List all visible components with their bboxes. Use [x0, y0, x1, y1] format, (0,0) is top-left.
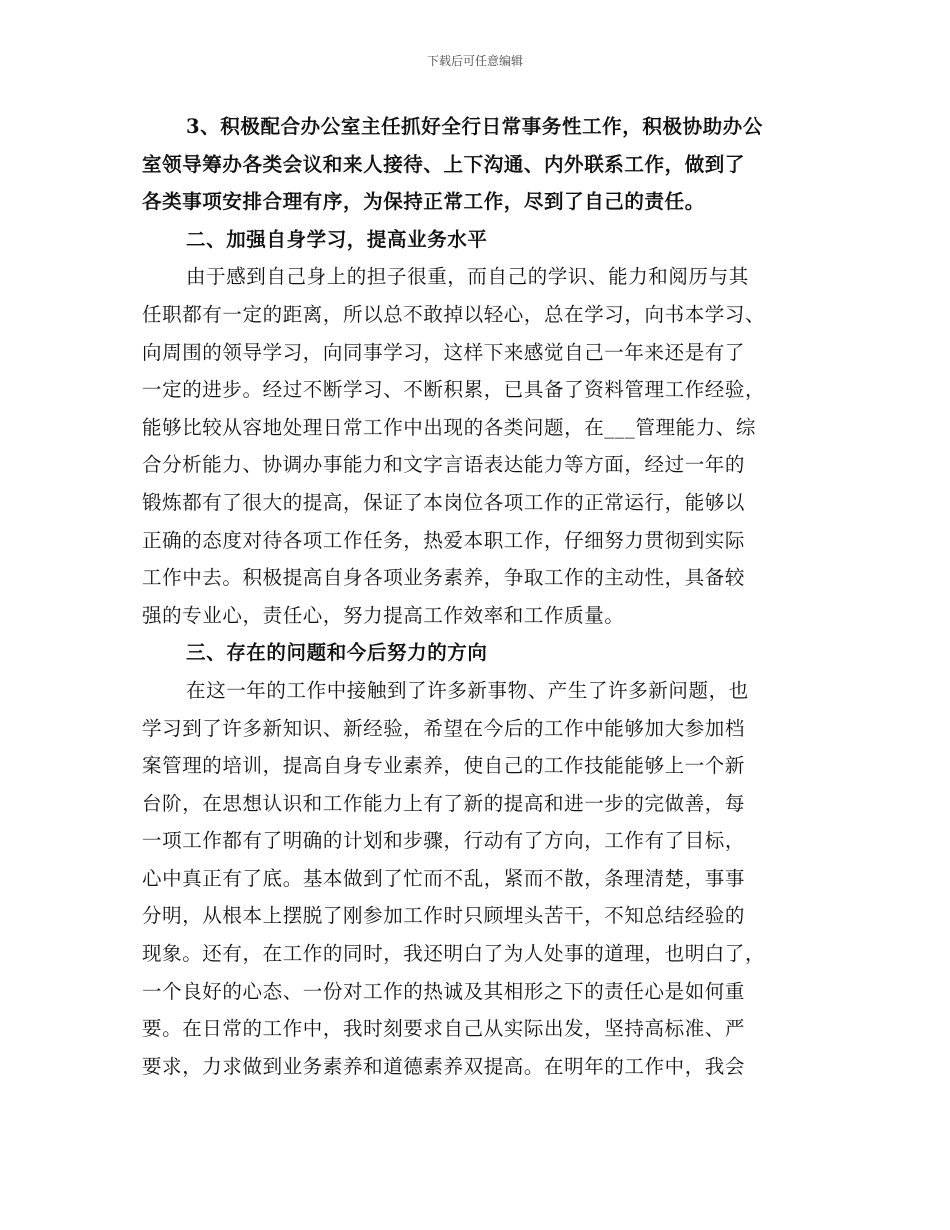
- paragraph-3-line: 学习到了许多新知识、新经验，希望在今后的工作中能够加大参加档: [142, 716, 746, 740]
- paragraph-1-line: 室领导筹办各类会议和来人接待、上下沟通、内外联系工作，做到了: [142, 152, 746, 176]
- paragraph-3-line: 要。在日常的工作中，我时刻要求自己从实际出发，坚持高标准、严: [142, 1017, 746, 1041]
- paragraph-1-line: 各类事项安排合理有序，为保持正常工作，尽到了自己的责任。: [142, 190, 705, 214]
- paragraph-3-line: 分明，从根本上摆脱了刚参加工作时只顾埋头苦干，不知总结经验的: [142, 904, 746, 928]
- paragraph-3-line: 心中真正有了底。基本做到了忙而不乱，紧而不散，条理清楚，事事: [142, 866, 746, 890]
- paragraph-3-line: 现象。还有，在工作的同时，我还明白了为人处事的道理，也明白了，: [142, 942, 766, 966]
- paragraph-3-line: 要求，力求做到业务素养和道德素养双提高。在明年的工作中，我会: [142, 1054, 746, 1078]
- paragraph-2-line: 任职都有一定的距离，所以总不敢掉以轻心，总在学习，向书本学习、: [142, 302, 766, 326]
- document-body: [142, 108, 822, 1085]
- paragraph-3-line: 台阶，在思想认识和工作能力上有了新的提高和进一步的完做善，每: [142, 791, 746, 815]
- section-heading-3: 三、存在的问题和今后努力的方向: [186, 641, 488, 665]
- page-header: 下载后可任意编辑: [426, 54, 523, 68]
- paragraph-1-line: 3、积极配合办公室主任抓好全行日常事务性工作，积极协助办公: [186, 115, 763, 138]
- paragraph-2-line: 锻炼都有了很大的提高，保证了本岗位各项工作的正常运行，能够以: [142, 490, 746, 514]
- paragraph-3-line: 在这一年的工作中接触到了许多新事物、产生了许多新问题，也: [186, 678, 749, 702]
- paragraph-2-line: 合分析能力、协调办事能力和文字言语表达能力等方面，经过一年的: [142, 453, 746, 477]
- paragraph-2-line: 向周围的领导学习，向同事学习，这样下来感觉自己一年来还是有了: [142, 340, 746, 364]
- paragraph-3-line: 一个良好的心态、一份对工作的热诚及其相形之下的责任心是如何重: [142, 979, 746, 1003]
- paragraph-2-line: 能够比较从容地处理日常工作中出现的各类问题，在___管理能力、综: [142, 415, 756, 439]
- paragraph-2-line: 由于感到自己身上的担子很重，而自己的学识、能力和阅历与其: [186, 265, 749, 289]
- paragraph-2-line: 强的专业心，责任心，努力提高工作效率和工作质量。: [142, 603, 625, 627]
- paragraph-2-line: 一定的进步。经过不断学习、不断积累，已具备了资料管理工作经验，: [142, 378, 766, 402]
- paragraph-2-line: 工作中去。积极提高自身各项业务素养，争取工作的主动性，具备较: [142, 566, 746, 590]
- section-heading-2: 二、加强自身学习，提高业务水平: [186, 227, 488, 251]
- paragraph-3-line: 案管理的培训，提高自身专业素养，使自己的工作技能能够上一个新: [142, 754, 746, 778]
- paragraph-2-line: 正确的态度对待各项工作任务，热爱本职工作，仔细努力贯彻到实际: [142, 528, 746, 552]
- paragraph-3-line: 一项工作都有了明确的计划和步骤，行动有了方向，工作有了目标，: [142, 829, 746, 853]
